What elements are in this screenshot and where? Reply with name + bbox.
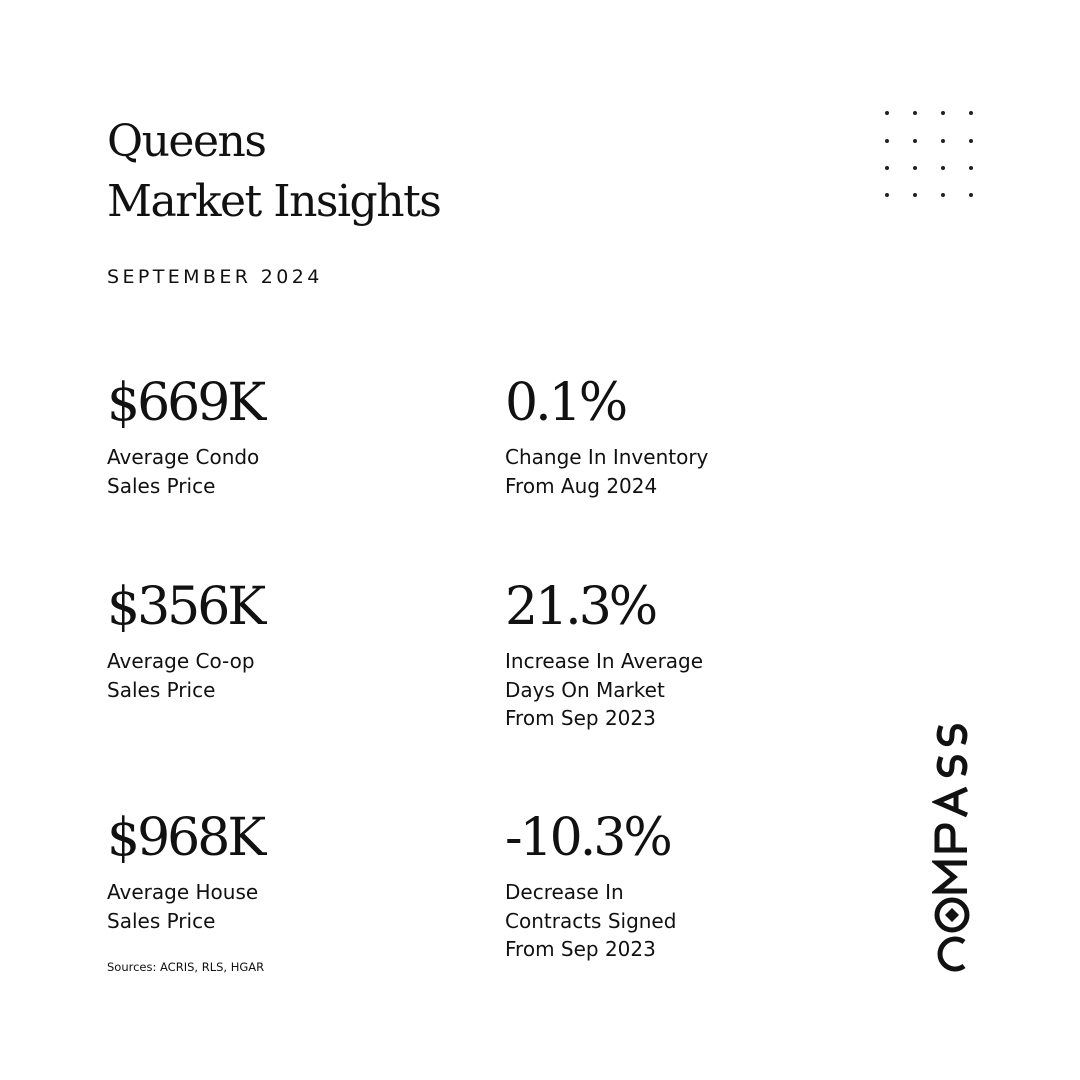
stat-value: $356K <box>107 577 264 637</box>
stat-label-line: Change In Inventory <box>505 445 709 469</box>
stat-label-line: From Sep 2023 <box>505 706 656 731</box>
stat-label-line: Contracts Signed <box>505 908 677 933</box>
stat-label-line: Average Condo <box>107 445 260 469</box>
stat-days-on-market <box>505 577 703 733</box>
stat-label-line: Days On Market <box>505 677 665 702</box>
stat-label-line: Decrease In <box>505 880 624 904</box>
sources-note: Sources: ACRIS, RLS, HGAR <box>107 960 265 974</box>
stat-house-price <box>107 808 263 935</box>
stat-contracts-signed <box>505 808 676 964</box>
stat-value: -10.3% <box>505 808 670 868</box>
stat-label-line: From Aug 2024 <box>505 473 658 498</box>
stat-label <box>505 443 708 500</box>
stat-label-line: Increase In Average <box>505 649 704 673</box>
stat-value: 0.1% <box>505 373 626 433</box>
stat-label <box>505 878 676 964</box>
title-line-1: Queens <box>107 116 266 167</box>
stat-label-line: Sales Price <box>107 677 216 702</box>
stat-label-line: Sales Price <box>107 473 216 498</box>
stat-coop-price <box>107 577 263 704</box>
stat-value: $968K <box>107 808 264 868</box>
report-date: SEPTEMBER 2024 <box>107 266 323 288</box>
page-title <box>107 112 440 232</box>
stat-value: $669K <box>107 373 264 433</box>
stat-value: 21.3% <box>505 577 656 637</box>
stat-condo-price <box>107 373 263 500</box>
stat-label-line: From Sep 2023 <box>505 937 656 962</box>
dot-grid-icon <box>885 111 977 201</box>
stat-label <box>505 647 703 733</box>
title-line-2: Market Insights <box>107 176 441 227</box>
compass-logo <box>932 722 972 972</box>
stat-label <box>107 443 263 500</box>
stat-inventory-change <box>505 373 708 500</box>
stat-label-line: Sales Price <box>107 908 216 933</box>
stat-label <box>107 878 263 935</box>
stat-label-line: Average House <box>107 880 259 904</box>
stat-label <box>107 647 263 704</box>
stat-label-line: Average Co-op <box>107 649 255 673</box>
